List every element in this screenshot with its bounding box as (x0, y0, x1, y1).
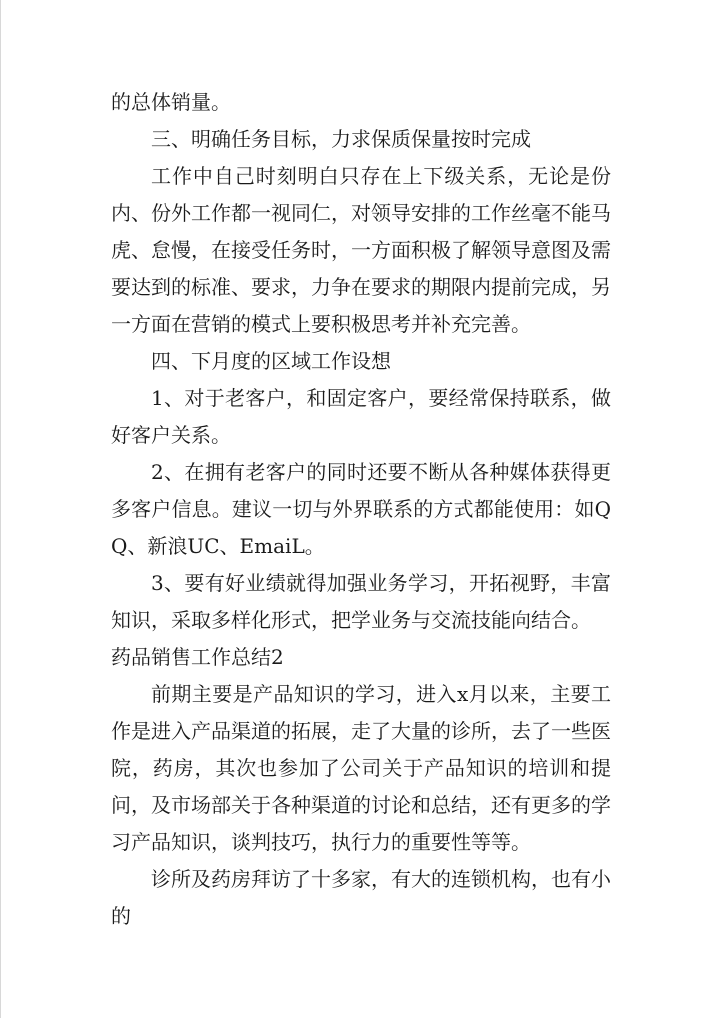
summary-title: 药品销售工作总结2 (111, 645, 284, 669)
section-heading-3: 三、明确任务目标，力求保质保量按时完成 (151, 127, 531, 151)
paragraph-continuation: 的总体销量。 (111, 90, 231, 114)
list-item-1: 1、对于老客户，和固定客户，要经常保持联系，做好客户关系。 (111, 386, 611, 447)
paragraph-task-goals: 工作中自己时刻明白只存在上下级关系，无论是份内、份外工作都一视同仁，对领导安排的工作丝毫不能马虎、怠慢，在接受任务时，一方面积极了解领导意图及需要达到的标准、要求，力争在要求的期限内提前完成，另一方面在营销的模式上要积极思考并补充完善。 (111, 164, 611, 336)
document-body (111, 84, 611, 935)
list-item-2: 2、在拥有老客户的同时还要不断从各种媒体获得更多客户信息。建议一切与外界联系的方式都能使用：如QQ、新浪UC、EmaiL。 (111, 460, 611, 558)
list-item-3: 3、要有好业绩就得加强业务学习，开拓视野，丰富知识，采取多样化形式，把学业务与交流技能向结合。 (111, 571, 611, 632)
section-heading-4: 四、下月度的区域工作设想 (151, 349, 391, 373)
paragraph-clinic-visits: 诊所及药房拜访了十多家，有大的连锁机构，也有小的 (111, 867, 611, 928)
paragraph-early-period: 前期主要是产品知识的学习，进入x月以来，主要工作是进入产品渠道的拓展，走了大量的诊所，去了一些医院，药房，其次也参加了公司关于产品知识的培训和提问，及市场部关于各种渠道的讨论和总结，还有更多的学习产品知识，谈判技巧，执行力的重要性等等。 (111, 682, 611, 854)
